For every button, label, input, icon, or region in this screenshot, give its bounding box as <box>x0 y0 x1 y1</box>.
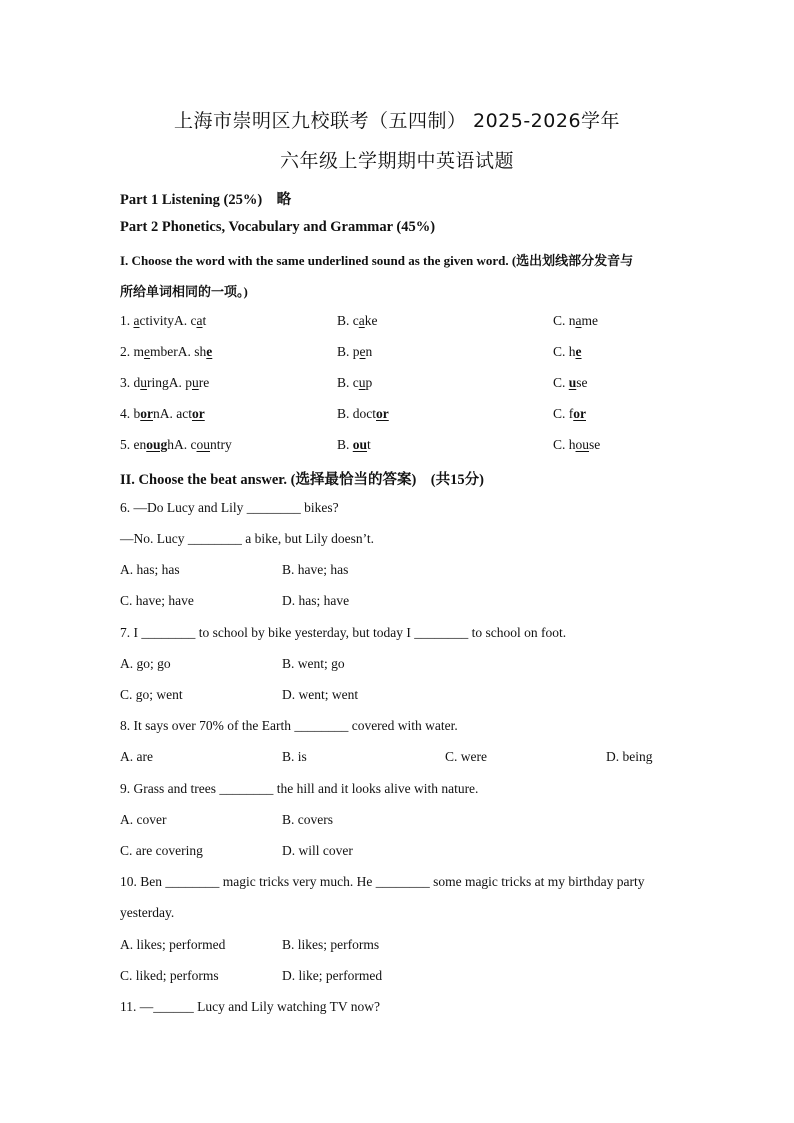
phonetics-question-1: 1. activityA. cat <box>120 313 207 328</box>
q10-option-b: B. likes; performs <box>282 937 380 952</box>
part2-heading: Part 2 Phonetics, Vocabulary and Grammar (45%) <box>120 219 436 235</box>
phonetics-question-4: 4. bornA. actor <box>120 406 205 421</box>
q10-option-c: C. liked; performs <box>120 968 219 983</box>
phonetics-option-b: B. cup <box>337 375 373 390</box>
q7-option-a: A. go; go <box>120 656 171 671</box>
q6-option-c: C. have; have <box>120 593 194 608</box>
q7-option-c: C. go; went <box>120 687 183 702</box>
q6-option-b: B. have; has <box>282 562 349 577</box>
phonetics-option-c: C. he <box>553 344 582 359</box>
question-10-line1: 10. Ben ________ magic tricks very much. He ________ some magic tricks at my birthday party <box>120 874 645 889</box>
exam-title-line1: 上海市崇明区九校联考（五四制） 2025-2026学年 <box>173 110 621 132</box>
question-10-line2: yesterday. <box>120 905 175 920</box>
phonetics-option-c: C. house <box>553 437 601 452</box>
q9-option-c: C. are covering <box>120 843 203 858</box>
question-7: 7. I ________ to school by bike yesterday, but today I ________ to school on foot. <box>120 625 567 640</box>
q8-option-c: C. were <box>445 749 487 764</box>
q9-option-b: B. covers <box>282 812 333 827</box>
phonetics-question-5: 5. enoughA. country <box>120 437 232 452</box>
phonetics-option-c: C. name <box>553 313 599 328</box>
question-9: 9. Grass and trees ________ the hill and it looks alive with nature. <box>120 781 479 796</box>
q7-option-d: D. went; went <box>282 687 359 702</box>
q10-option-d: D. like; performed <box>282 968 383 983</box>
section1-heading-line1: I. Choose the word with the same underlined sound as the given word. (选出划线部分发音与 <box>120 253 634 268</box>
phonetics-option-b: B. pen <box>337 344 373 359</box>
q9-option-d: D. will cover <box>282 843 353 858</box>
question-11: 11. —______ Lucy and Lily watching TV now? <box>120 999 380 1014</box>
question-6-line2: —No. Lucy ________ a bike, but Lily doesn’t. <box>120 531 374 546</box>
q7-option-b: B. went; go <box>282 656 345 671</box>
phonetics-option-b: B. doctor <box>337 406 389 421</box>
q8-option-d: D. being <box>606 749 653 764</box>
q10-option-a: A. likes; performed <box>120 937 226 952</box>
phonetics-question-3: 3. duringA. pure <box>120 375 210 390</box>
q8-option-a: A. are <box>120 749 153 764</box>
phonetics-option-c: C. for <box>553 406 586 421</box>
question-8: 8. It says over 70% of the Earth ________ covered with water. <box>120 718 458 733</box>
q8-option-b: B. is <box>282 749 307 764</box>
phonetics-option-c: C. use <box>553 375 588 390</box>
section2-heading: II. Choose the beat answer. (选择最恰当的答案) (共15分) <box>120 472 484 488</box>
q6-option-d: D. has; have <box>282 593 350 608</box>
question-6-line1: 6. —Do Lucy and Lily ________ bikes? <box>120 500 339 515</box>
phonetics-option-b: B. cake <box>337 313 378 328</box>
section1-heading-line2: 所给单词相同的一项。) <box>120 284 248 299</box>
exam-title-line2: 六年级上学期期中英语试题 <box>279 150 514 172</box>
q9-option-a: A. cover <box>120 812 167 827</box>
phonetics-option-b: B. out <box>337 437 371 452</box>
part1-heading: Part 1 Listening (25%) 略 <box>120 192 292 208</box>
q6-option-a: A. has; has <box>120 562 180 577</box>
phonetics-question-2: 2. memberA. she <box>120 344 213 359</box>
